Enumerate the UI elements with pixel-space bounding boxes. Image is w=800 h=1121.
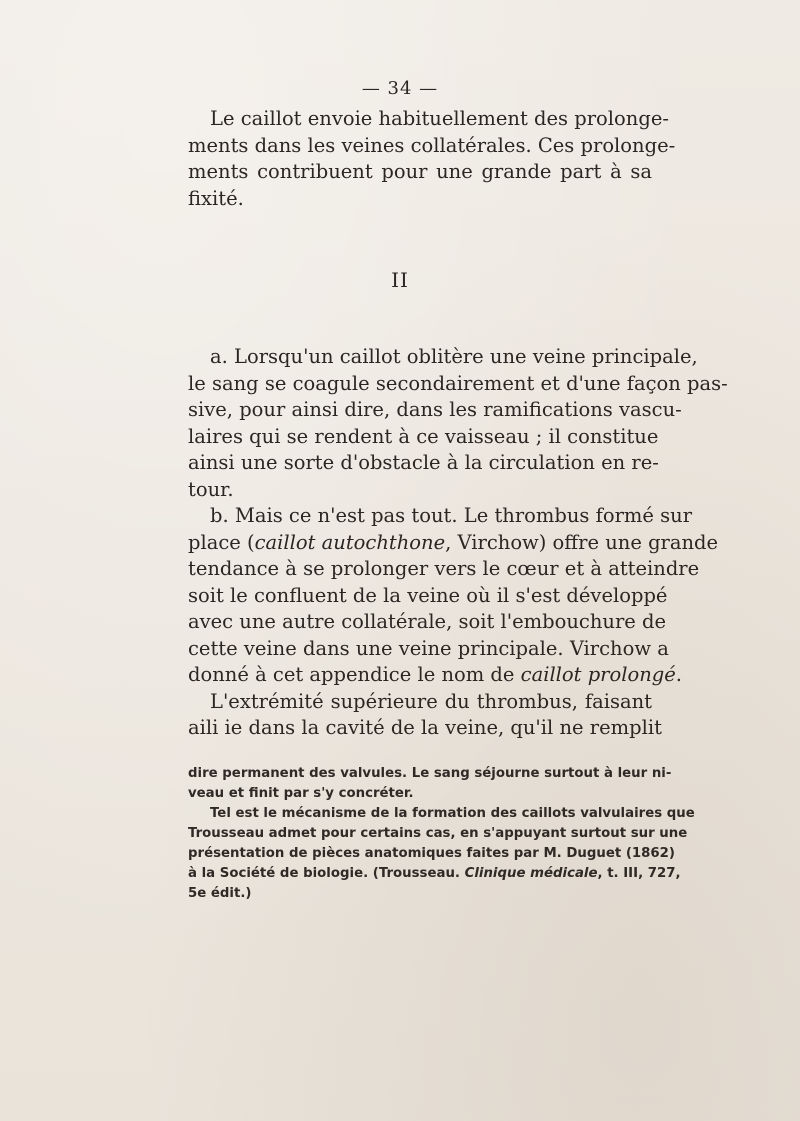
text-line: laires qui se rendent à ce vaisseau ; il constitue (188, 424, 659, 448)
text-run: place ( (188, 530, 255, 554)
text-run: . (675, 663, 682, 686)
text-run: donné à cet appendice le nom de (188, 663, 521, 686)
footnote-line: veau et finit par s'y concréter. (188, 786, 414, 801)
text-line: sive, pour ainsi dire, dans les ramifications vascu- (188, 398, 682, 421)
text-line: tour. (188, 477, 234, 501)
text-line: le sang se coagule secondairement et d'une façon pas- (188, 371, 728, 395)
text-run: , Virchow) offre une grande (445, 530, 719, 554)
italic-term: caillot prolongé (520, 663, 676, 686)
text-line: soit le confluent de la veine où il s'est développé (188, 583, 668, 607)
text-line: ments contribuent pour une grande part à sa (188, 160, 652, 183)
footnote-line: présentation de pièces anatomiques faites par M. Duguet (1862) (188, 846, 676, 861)
paragraph-1 (188, 106, 676, 212)
footnote-line: Trousseau admet pour certains cas, en s'appuyant surtout sur une (188, 826, 688, 841)
footnote-line: Tel est le mécanisme de la formation des caillots valvulaires que (210, 806, 695, 821)
italic-term: Clinique médicale (464, 866, 598, 881)
text-line: b. Mais ce n'est pas tout. Le thrombus formé sur (210, 504, 693, 527)
text-line: aili ie dans la cavité de la veine, qu'il ne remplit (188, 716, 662, 739)
footnote-line (188, 864, 681, 884)
text-line: L'extrémité supérieure du thrombus, faisant (210, 689, 652, 713)
text-line (188, 530, 719, 557)
text-line (188, 662, 682, 689)
paragraph-2 (188, 344, 728, 742)
section-heading: II (391, 268, 409, 292)
text-line: avec une autre collatérale, soit l'embouchure de (188, 610, 667, 633)
text-line: ainsi une sorte d'obstacle à la circulation en re- (188, 451, 659, 474)
page-number: — 34 — (361, 78, 439, 99)
italic-term: caillot autochthone (254, 530, 446, 554)
footnote-line: dire permanent des valvules. Le sang séjourne surtout à leur ni- (188, 766, 672, 781)
text-line: fixité. (188, 186, 244, 210)
text-line: a. Lorsqu'un caillot oblitère une veine principale, (210, 345, 698, 368)
text-run: , t. III, 727, (597, 866, 681, 881)
text-line: tendance à se prolonger vers le cœur et à atteindre (188, 557, 700, 580)
footnote (188, 764, 695, 904)
text-line: Le caillot envoie habituellement des prolonge- (210, 107, 669, 130)
text-line: cette veine dans une veine principale. Virchow a (188, 636, 669, 660)
footnote-line: 5e édit.) (188, 886, 252, 901)
text-run: à la Société de biologie. (Trousseau. (188, 866, 465, 881)
text-line: ments dans les veines collatérales. Ces prolonge- (188, 133, 676, 157)
